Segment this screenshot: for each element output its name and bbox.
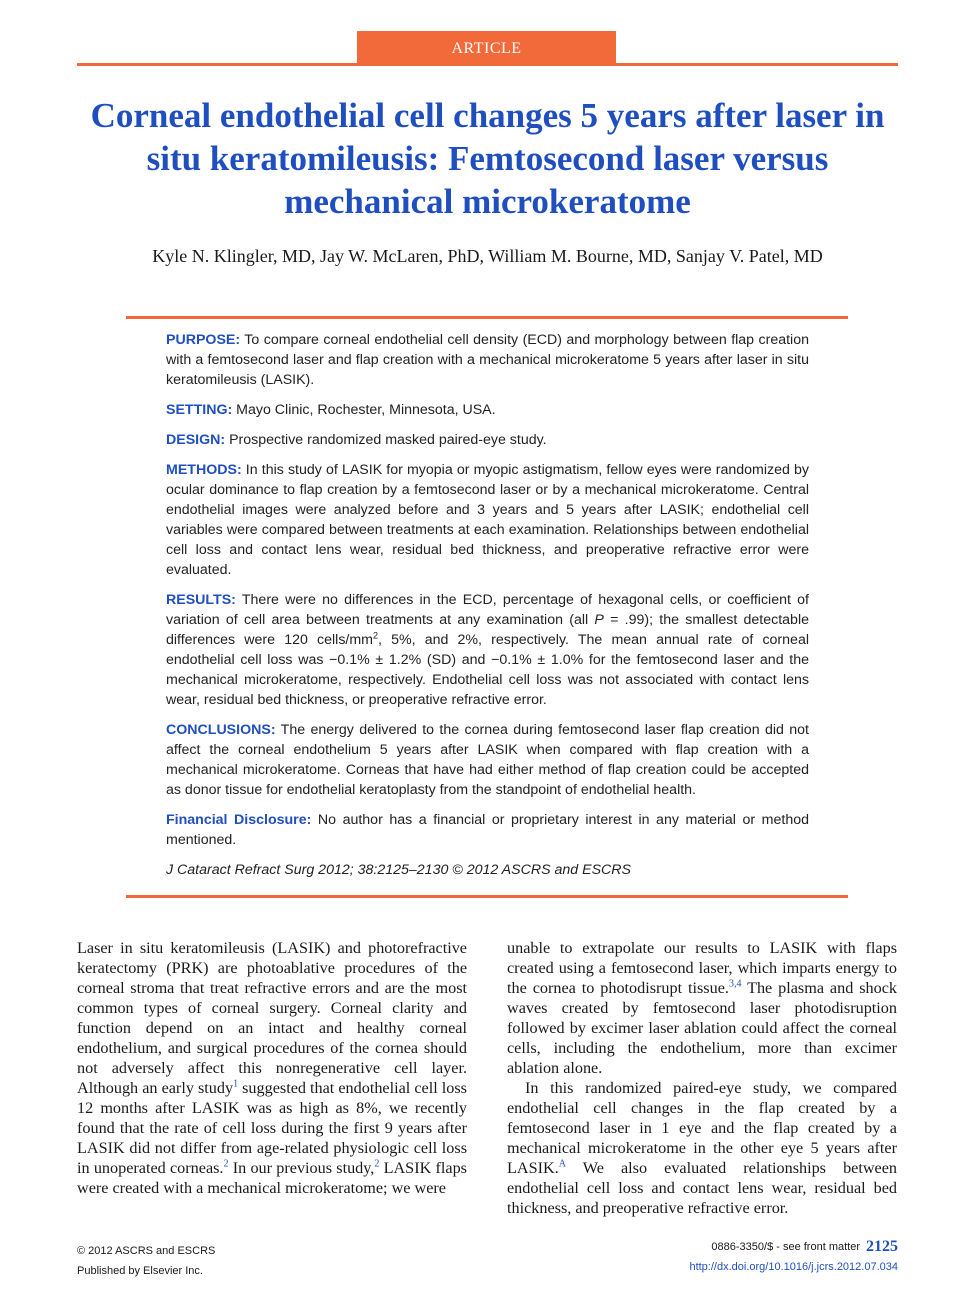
body-text: The plasma and shock waves created by femtosecond laser photodisruption followed by excimer laser ablation could affect the corneal cells, including the endothelium, more than excimer ablation alone. [507,979,897,1077]
conclusions-label: CONCLUSIONS: [166,722,276,738]
doi-link[interactable]: http://dx.doi.org/10.1016/j.jcrs.2012.07.034 [689,1261,898,1274]
methods-label: METHODS: [166,462,242,478]
publisher-notice: Published by Elsevier Inc. [77,1265,203,1277]
abstract-methods [166,460,809,580]
reference-link[interactable]: 1 [233,1078,239,1090]
body-column-left [77,938,467,1198]
methods-text: In this study of LASIK for myopia or myopic astigmatism, fellow eyes were randomized by ocular dominance to flap creation by a femtosecond laser or by a mechanical microkeratome. Central endothelial images were analyzed before and 3 years and 5 years after LASIK; endothelial cell variables were compared between treatments at each examination. Relationships between endothelial cell loss and contact lens wear, residual bed thickness, and preoperative refractive error were evaluated. [166,462,809,578]
article-title: Corneal endothelial cell changes 5 years after laser in situ keratomileusis: Femtosecond laser versus mechanical microkeratome [90,96,885,221]
intro-paragraph-2 [507,1078,897,1218]
purpose-label: PURPOSE: [166,332,241,348]
body-text: suggested that endothelial cell loss 12 months after LASIK was as high as 8%, we recently found that the rate of cell loss during the first 9 years after LASIK did not differ from age-related physiologic cell loss in unoperated corneas. [77,1079,467,1177]
body-text: We also evaluated relationships between endothelial cell loss and contact lens wear, residual bed thickness, and preoperative refractive error. [507,1159,897,1217]
conclusions-text: The energy delivered to the cornea during femtosecond laser flap creation did not affect the corneal endothelium 5 years after LASIK when compared with flap creation with a mechanical microkeratome. Corneas that have had either method of flap creation could be accepted as donor tissue for endothelial keratoplasty from the standpoint of endothelial health. [166,722,809,798]
abstract-design [166,430,809,450]
results-label: RESULTS: [166,592,236,608]
abstract-bottom-rule [126,895,848,898]
abstract-purpose [166,330,809,390]
intro-paragraph-1-cont [507,938,897,1078]
body-text: Laser in situ keratomileusis (LASIK) and photorefractive keratectomy (PRK) are photoablative procedures of the corneal stroma that treat refractive errors and are the most common types of corneal surgery. Corneal clarity and function depend on an intact and healthy corneal endothelium, and surgical procedures of the cornea should not adversely affect this nonregenerative cell layer. Although an early study [77,939,467,1097]
issn-line: 0886-3350/$ - see front matter [711,1241,860,1254]
reference-link[interactable]: 3,4 [728,978,742,990]
copyright-notice: © 2012 ASCRS and ESCRS [77,1245,216,1257]
footer-right [689,1237,898,1277]
abstract-results [166,590,809,710]
body-column-right [507,938,897,1218]
design-text: Prospective randomized masked paired-eye study. [225,432,547,448]
reference-link[interactable]: 2 [374,1158,380,1170]
author-list: Kyle N. Klingler, MD, Jay W. McLaren, PhD, William M. Bourne, MD, Sanjay V. Patel, MD [152,246,823,266]
results-text-b: = .99); the smallest detectable differences were 120 cells/mm [166,612,809,648]
intro-paragraph-1 [77,938,467,1198]
purpose-text: To compare corneal endothelial cell density (ECD) and morphology between flap creation with a femtosecond laser and flap creation with a mechanical microkeratome 5 years after laser in situ keratomileusis (LASIK). [166,332,809,388]
footer-left [77,1241,215,1281]
abstract-top-rule [126,316,848,319]
page-number: 2125 [866,1238,898,1256]
abstract-setting [166,400,809,420]
setting-label: SETTING: [166,402,233,418]
abstract-conclusions [166,720,809,800]
reference-link[interactable]: 2 [223,1158,229,1170]
body-text: In our previous study, [228,1159,375,1177]
design-label: DESIGN: [166,432,226,448]
body-text: In this randomized paired-eye study, we compared endothelial cell changes in the flap created by a femtosecond laser in 1 eye and the flap created by a mechanical microkeratome in the other eye 5 years after LASIK. [507,1079,897,1177]
appendix-link[interactable]: A [558,1158,566,1170]
p-value-symbol: P [594,612,604,628]
disclosure-text: No author has a financial or proprietary interest in any material or method mentioned. [166,812,809,848]
results-text-a: There were no differences in the ECD, percentage of hexagonal cells, or coefficient of variation of cell area between treatments at any examination (all [166,592,809,628]
results-text-c: , 5%, and 2%, respectively. The mean annual rate of corneal endothelial cell loss was −0.1% ± 1.2% (SD) and −0.1% ± 1.0% for the femtosecond laser and the mechanical microkeratome, respectively. Endothelial cell loss was not associated with contact lens wear, residual bed thickness, or preoperative refractive error. [166,632,809,708]
setting-text: Mayo Clinic, Rochester, Minnesota, USA. [232,402,496,418]
body-text: unable to extrapolate our results to LASIK with flaps created using a femtosecond laser, which imparts energy to the cornea to photodisrupt tissue. [507,939,897,997]
unit-superscript: 2 [373,630,379,641]
body-text: LASIK flaps were created with a mechanical microkeratome; we were [77,1159,467,1197]
section-label: ARTICLE [357,31,616,66]
abstract-disclosure [166,810,809,850]
abstract [166,330,809,890]
journal-citation: J Cataract Refract Surg 2012; 38:2125–2130 © 2012 ASCRS and ESCRS [166,862,631,878]
disclosure-label: Financial Disclosure: [166,812,312,828]
